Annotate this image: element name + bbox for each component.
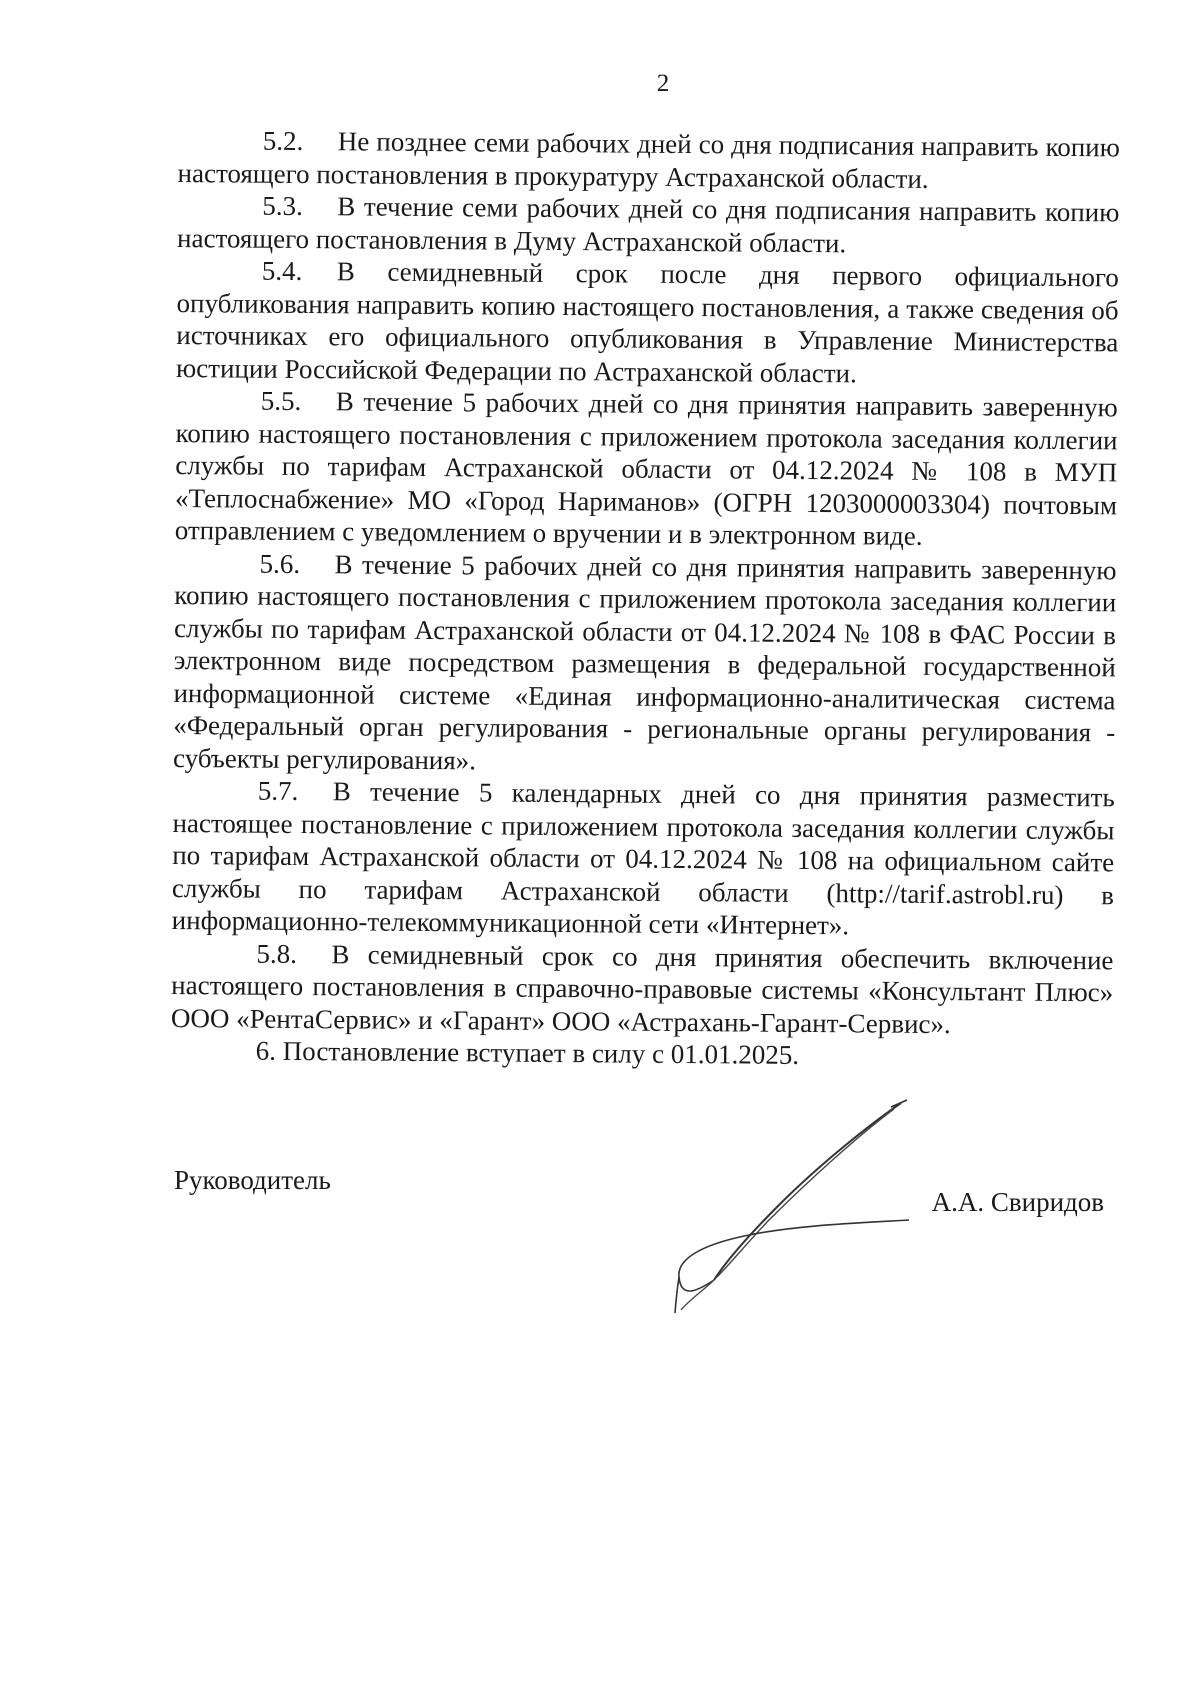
paragraph-5-3: [177, 189, 1119, 261]
paragraph-5-4: [176, 254, 1119, 391]
paragraph-text: В семидневный срок после дня первого официального опубликования направить копию настоящего постановления, а также сведения об источниках его официального опубликования в Управление Министерства юстиции Российской Федерации по Астраханской области.: [175, 256, 1119, 388]
paragraph-number: 5.8.: [256, 938, 298, 969]
page-number: 2: [656, 70, 670, 97]
signer-position: Руководитель: [174, 1165, 331, 1195]
document-body: [171, 124, 1120, 1074]
signer-name: А.А. Свиридов: [931, 1187, 1104, 1217]
paragraph-number: 5.4.: [261, 255, 303, 286]
paragraph-number: 5.3.: [262, 190, 303, 221]
paragraph-text: В течение 5 рабочих дней со дня принятия направить заверенную копию настоящего постановления с приложением протокола заседания коллегии службы по тарифам Астраханской области от 04.12.2024 № 108 в ФАС России в электронном виде посредством размещения в федеральной государственной информационной системе «Единая информационно-аналитическая система «Федеральный орган регулирования - региональные органы регулирования - субъекты регулирования».: [172, 548, 1117, 775]
paragraph-5-5: [175, 384, 1118, 554]
paragraph-5-6: [173, 546, 1117, 781]
paragraph-number: 5.5.: [260, 385, 302, 416]
paragraph-5-2: [177, 124, 1119, 196]
paragraph-number: 5.6.: [259, 548, 301, 579]
paragraph-5-7: [172, 774, 1115, 944]
paragraph-text: В течение 5 рабочих дней со дня принятия направить заверенную копию настоящего постановления с приложением протокола заседания коллегии службы по тарифам Астраханской области от 04.12.2024 № 108 в МУП «Теплоснабжение» МО «Город Нариманов» (ОГРН 1203000003304) почтовым отправлением с уведомлением о вручении и в электронном виде.: [174, 386, 1118, 551]
paragraph-number: 5.2.: [262, 125, 304, 156]
closing-clause: 6. Постановление вступает в силу с 01.01.2025.: [255, 1035, 800, 1070]
paragraph-text: Не позднее семи рабочих дней со дня подписания направить копию настоящего постановления в прокуратуру Астраханской области.: [177, 126, 1120, 194]
paragraph-text: В течение 5 календарных дней со дня принятия разместить настоящее постановление с приложением протокола заседания коллегии службы по тарифам Астраханской области от 04.12.2024 № 108 на официальном сайте службы по тарифам Астраханской области (http://tarif.astrobl.ru) в информационно-телекоммуникационной сети «Интернет».: [171, 776, 1115, 941]
handwritten-signature: [669, 1095, 929, 1325]
paragraph-5-8: [171, 936, 1114, 1041]
signature-block: [174, 1165, 1114, 1365]
paragraph-text: В течение семи рабочих дней со дня подписания направить копию настоящего постановления в Думу Астраханской области.: [176, 191, 1120, 258]
paragraph-number: 5.7.: [257, 775, 299, 806]
paragraph-text: В семидневный срок со дня принятия обеспечить включение настоящего постановления в справочно-правовые системы «Консультант Плюс» ООО «РентаСервис» и «Гарант» ООО «Астрахань-Гарант-Сервис».: [170, 938, 1114, 1039]
